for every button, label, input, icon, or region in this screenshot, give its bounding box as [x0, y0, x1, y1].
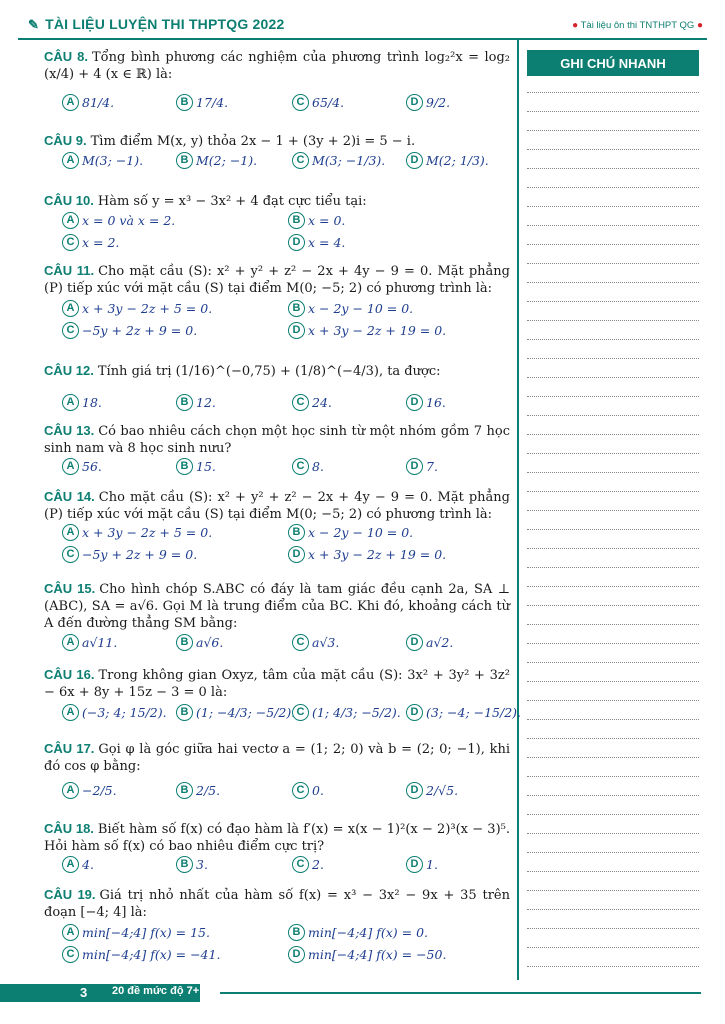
option-value: 56.	[82, 459, 102, 474]
option-letter-icon: D	[406, 94, 423, 111]
option-value: M(2; 1/3).	[426, 153, 489, 168]
header-right	[572, 20, 703, 31]
option-b[interactable]	[176, 152, 257, 169]
option-a[interactable]	[62, 94, 114, 111]
question-19	[44, 886, 510, 921]
option-b[interactable]	[176, 856, 208, 873]
option-value: a√6.	[196, 635, 224, 650]
option-value: (1; −4/3; −5/2).	[196, 705, 296, 720]
option-value: min[−4;4] f(x) = 15.	[82, 925, 210, 940]
note-line	[527, 282, 699, 283]
question-stem	[44, 362, 510, 380]
question-12	[44, 362, 510, 380]
note-line	[527, 472, 699, 473]
question-label: CÂU 11.	[44, 263, 95, 278]
option-letter-icon: A	[62, 152, 79, 169]
option-value: (1; 4/3; −5/2).	[312, 705, 401, 720]
option-value: x − 2y − 10 = 0.	[308, 301, 414, 316]
option-letter-icon: D	[406, 394, 423, 411]
option-c[interactable]	[292, 704, 401, 721]
note-line	[527, 92, 699, 93]
option-value: 4.	[82, 857, 94, 872]
option-letter-icon: A	[62, 856, 79, 873]
option-b[interactable]	[176, 394, 216, 411]
option-letter-icon: C	[292, 458, 309, 475]
question-label: CÂU 18.	[44, 821, 94, 836]
option-value: x = 4.	[308, 235, 346, 250]
question-stem	[44, 262, 510, 297]
option-a[interactable]	[62, 152, 143, 169]
option-value: a√11.	[82, 635, 118, 650]
option-letter-icon: B	[288, 300, 305, 317]
option-letter-icon: B	[288, 212, 305, 229]
option-a[interactable]	[62, 704, 167, 721]
note-line	[527, 909, 699, 910]
option-letter-icon: A	[62, 524, 79, 541]
note-line	[527, 396, 699, 397]
option-d[interactable]	[288, 322, 446, 339]
note-line	[527, 415, 699, 416]
option-d[interactable]	[406, 634, 453, 651]
note-line	[527, 738, 699, 739]
option-value: −2/5.	[82, 783, 117, 798]
option-letter-icon: C	[292, 94, 309, 111]
note-line	[527, 244, 699, 245]
note-line	[527, 206, 699, 207]
option-value: x + 3y − 2z + 19 = 0.	[308, 323, 447, 338]
header-title-text: TÀI LIỆU LUYỆN THI THPTQG 2022	[45, 16, 285, 32]
option-c[interactable]	[292, 394, 332, 411]
note-line	[527, 814, 699, 815]
question-8	[44, 48, 510, 83]
option-letter-icon: A	[62, 634, 79, 651]
option-b[interactable]	[176, 634, 223, 651]
question-text: Gọi φ là góc giữa hai vectơ a = (1; 2; 0) và b = (2; 0; −1), khi đó cos φ bằng:	[44, 742, 510, 774]
option-letter-icon: B	[176, 634, 193, 651]
option-a[interactable]	[62, 458, 102, 475]
note-line	[527, 947, 699, 948]
question-text: Hàm số y = x³ − 3x² + 4 đạt cực tiểu tại:	[97, 194, 367, 209]
option-value: min[−4;4] f(x) = −41.	[82, 947, 221, 962]
note-line	[527, 529, 699, 530]
option-a[interactable]	[62, 924, 210, 941]
option-b[interactable]	[288, 212, 345, 229]
option-b[interactable]	[288, 524, 413, 541]
question-13	[44, 422, 510, 457]
option-value: x = 0.	[308, 213, 346, 228]
pencil-icon: ✎	[28, 17, 40, 32]
question-label: CÂU 19.	[44, 887, 96, 902]
option-d[interactable]	[406, 152, 489, 169]
question-text: Tìm điểm M(x, y) thỏa 2x − 1 + (3y + 2)i = 5 − i.	[90, 134, 416, 149]
option-d[interactable]	[288, 546, 446, 563]
option-c[interactable]	[62, 946, 220, 963]
question-9	[44, 132, 510, 150]
option-letter-icon: B	[176, 856, 193, 873]
option-letter-icon: B	[176, 394, 193, 411]
option-letter-icon: D	[406, 152, 423, 169]
footer-line	[220, 992, 701, 994]
option-value: 2/√5.	[426, 783, 459, 798]
note-line	[527, 339, 699, 340]
note-line	[527, 149, 699, 150]
note-line	[527, 225, 699, 226]
note-line	[527, 377, 699, 378]
header-title	[28, 16, 284, 33]
question-text: Tính giá trị (1/16)^(−0,75) + (1/8)^(−4/3), ta được:	[97, 364, 441, 379]
note-line	[527, 966, 699, 967]
option-value: 3.	[196, 857, 208, 872]
option-a[interactable]	[62, 300, 212, 317]
question-stem	[44, 666, 510, 701]
option-letter-icon: D	[288, 322, 305, 339]
question-16	[44, 666, 510, 701]
question-label: CÂU 12.	[44, 363, 94, 378]
option-letter-icon: A	[62, 394, 79, 411]
option-b[interactable]	[176, 704, 295, 721]
option-letter-icon: C	[292, 634, 309, 651]
pin-icon: ●	[572, 20, 579, 31]
option-value: 9/2.	[426, 95, 451, 110]
option-value: a√2.	[426, 635, 454, 650]
option-d[interactable]	[406, 704, 521, 721]
option-value: 7.	[426, 459, 438, 474]
option-d[interactable]	[288, 946, 446, 963]
option-letter-icon: B	[176, 94, 193, 111]
question-stem	[44, 740, 510, 775]
note-line	[527, 928, 699, 929]
question-stem	[44, 886, 510, 921]
option-letter-icon: C	[62, 322, 79, 339]
option-d[interactable]	[406, 856, 438, 873]
note-line	[527, 871, 699, 872]
option-c[interactable]	[62, 322, 197, 339]
question-text: Trong không gian Oxyz, tâm của mặt cầu (S): 3x² + 3y² + 3z² − 6x + 8y + 15z − 3 = 0 là:	[44, 668, 510, 700]
question-label: CÂU 15.	[44, 581, 96, 596]
option-d[interactable]	[406, 94, 450, 111]
option-value: 0.	[312, 783, 324, 798]
option-value: M(3; −1).	[82, 153, 144, 168]
option-letter-icon: D	[406, 704, 423, 721]
option-c[interactable]	[292, 782, 324, 799]
question-stem	[44, 48, 510, 83]
note-line	[527, 510, 699, 511]
option-a[interactable]	[62, 524, 212, 541]
option-a[interactable]	[62, 856, 94, 873]
option-letter-icon: D	[288, 234, 305, 251]
option-a[interactable]	[62, 634, 117, 651]
question-text: Cho mặt cầu (S): x² + y² + z² − 2x + 4y − 9 = 0. Mặt phẳng (P) tiếp xúc với mặt cầu (S) tại điểm M(0; −5; 2) có phương trình là:	[44, 264, 510, 296]
question-11	[44, 262, 510, 297]
option-value: 15.	[196, 459, 216, 474]
footer-text: 20 đề mức độ 7+	[112, 985, 200, 997]
column-divider	[517, 40, 519, 980]
option-letter-icon: C	[292, 782, 309, 799]
option-value: 2.	[312, 857, 324, 872]
option-letter-icon: C	[62, 946, 79, 963]
pin-icon-right: ●	[696, 20, 703, 31]
question-stem	[44, 422, 510, 457]
note-line	[527, 776, 699, 777]
option-a[interactable]	[62, 212, 175, 229]
question-10	[44, 192, 510, 210]
question-label: CÂU 9.	[44, 133, 87, 148]
option-letter-icon: D	[288, 546, 305, 563]
option-value: −5y + 2z + 9 = 0.	[82, 323, 198, 338]
option-letter-icon: B	[176, 152, 193, 169]
option-c[interactable]	[62, 546, 197, 563]
note-line	[527, 662, 699, 663]
option-letter-icon: C	[292, 152, 309, 169]
note-line	[527, 358, 699, 359]
option-letter-icon: C	[292, 704, 309, 721]
note-line	[527, 643, 699, 644]
note-line	[527, 719, 699, 720]
note-line	[527, 453, 699, 454]
option-d[interactable]	[406, 458, 438, 475]
note-line	[527, 130, 699, 131]
option-d[interactable]	[406, 782, 458, 799]
note-line	[527, 263, 699, 264]
option-letter-icon: A	[62, 212, 79, 229]
note-line	[527, 681, 699, 682]
option-letter-icon: B	[288, 524, 305, 541]
option-value: 1.	[426, 857, 438, 872]
question-17	[44, 740, 510, 775]
option-letter-icon: C	[62, 234, 79, 251]
question-label: CÂU 8.	[44, 49, 88, 64]
option-letter-icon: B	[176, 782, 193, 799]
note-line	[527, 586, 699, 587]
option-value: 2/5.	[196, 783, 221, 798]
note-line	[527, 567, 699, 568]
option-letter-icon: B	[176, 704, 193, 721]
option-letter-icon: C	[292, 856, 309, 873]
note-line	[527, 320, 699, 321]
question-stem	[44, 580, 510, 632]
question-stem	[44, 488, 510, 523]
option-value: (−3; 4; 15/2).	[82, 705, 167, 720]
option-a[interactable]	[62, 394, 102, 411]
option-value: x = 0 và x = 2.	[82, 213, 176, 228]
notes-title: GHI CHÚ NHANH	[527, 50, 699, 76]
question-label: CÂU 10.	[44, 193, 94, 208]
question-label: CÂU 16.	[44, 667, 95, 682]
option-value: x + 3y − 2z + 19 = 0.	[308, 547, 447, 562]
question-text: Cho hình chóp S.ABC có đáy là tam giác đều cạnh 2a, SA ⊥ (ABC), SA = a√6. Gọi M là trung điểm của BC. Khi đó, khoảng cách từ A đến đường thẳng SM bằng:	[44, 582, 510, 631]
option-value: x − 2y − 10 = 0.	[308, 525, 414, 540]
option-c[interactable]	[292, 634, 339, 651]
question-text: Cho mặt cầu (S): x² + y² + z² − 2x + 4y − 9 = 0. Mặt phẳng (P) tiếp xúc với mặt cầu (S) tại điểm M(0; −5; 2) có phương trình là:	[44, 490, 510, 522]
option-value: a√3.	[312, 635, 340, 650]
option-value: (3; −4; −15/2).	[426, 705, 522, 720]
option-letter-icon: A	[62, 458, 79, 475]
option-b[interactable]	[176, 458, 216, 475]
option-value: −5y + 2z + 9 = 0.	[82, 547, 198, 562]
option-a[interactable]	[62, 782, 117, 799]
option-value: 65/4.	[312, 95, 345, 110]
note-line	[527, 890, 699, 891]
option-c[interactable]	[292, 856, 324, 873]
option-value: 24.	[312, 395, 332, 410]
option-letter-icon: B	[288, 924, 305, 941]
header-divider	[18, 38, 707, 40]
note-line	[527, 491, 699, 492]
option-value: min[−4;4] f(x) = −50.	[308, 947, 447, 962]
note-line	[527, 852, 699, 853]
note-line	[527, 111, 699, 112]
option-value: 81/4.	[82, 95, 115, 110]
note-line	[527, 168, 699, 169]
option-b[interactable]	[288, 300, 413, 317]
option-value: M(3; −1/3).	[312, 153, 386, 168]
option-value: M(2; −1).	[196, 153, 258, 168]
option-b[interactable]	[176, 782, 220, 799]
option-letter-icon: C	[62, 546, 79, 563]
option-value: 8.	[312, 459, 324, 474]
note-line	[527, 700, 699, 701]
note-line	[527, 624, 699, 625]
question-stem	[44, 132, 510, 150]
question-stem	[44, 820, 510, 855]
option-value: 16.	[426, 395, 446, 410]
question-text: Tổng bình phương các nghiệm của phương trình log₂²x = log₂ (x/4) + 4 (x ∈ ℝ) là:	[44, 50, 510, 82]
question-stem	[44, 192, 510, 210]
option-letter-icon: A	[62, 704, 79, 721]
option-letter-icon: C	[292, 394, 309, 411]
option-d[interactable]	[288, 234, 345, 251]
option-value: x + 3y − 2z + 5 = 0.	[82, 301, 213, 316]
option-letter-icon: A	[62, 94, 79, 111]
option-letter-icon: A	[62, 924, 79, 941]
note-line	[527, 301, 699, 302]
option-value: 12.	[196, 395, 216, 410]
note-line	[527, 434, 699, 435]
note-line	[527, 795, 699, 796]
question-14	[44, 488, 510, 523]
option-value: 18.	[82, 395, 102, 410]
option-value: min[−4;4] f(x) = 0.	[308, 925, 428, 940]
note-line	[527, 757, 699, 758]
question-15	[44, 580, 510, 632]
option-c[interactable]	[62, 234, 119, 251]
question-label: CÂU 13.	[44, 423, 95, 438]
question-label: CÂU 14.	[44, 489, 95, 504]
option-value: x + 3y − 2z + 5 = 0.	[82, 525, 213, 540]
question-text: Có bao nhiêu cách chọn một học sinh từ một nhóm gồm 7 học sinh nam và 8 học sinh nưu?	[44, 424, 510, 456]
option-b[interactable]	[176, 94, 228, 111]
option-letter-icon: A	[62, 300, 79, 317]
header-right-text: Tài liệu ôn thi TNTHPT QG	[580, 20, 695, 31]
option-c[interactable]	[292, 152, 385, 169]
option-d[interactable]	[406, 394, 446, 411]
question-label: CÂU 17.	[44, 741, 95, 756]
option-value: x = 2.	[82, 235, 120, 250]
option-letter-icon: D	[288, 946, 305, 963]
option-letter-icon: B	[176, 458, 193, 475]
note-line	[527, 548, 699, 549]
question-18	[44, 820, 510, 855]
option-letter-icon: D	[406, 782, 423, 799]
note-line	[527, 187, 699, 188]
question-text: Biết hàm số f(x) có đạo hàm là f′(x) = x(x − 1)²(x − 2)³(x − 3)⁵. Hỏi hàm số f(x) có bao nhiêu điểm cực trị?	[44, 822, 510, 854]
option-c[interactable]	[292, 458, 324, 475]
note-line	[527, 833, 699, 834]
question-text: Giá trị nhỏ nhất của hàm số f(x) = x³ − 3x² − 9x + 35 trên đoạn [−4; 4] là:	[44, 888, 510, 920]
option-value: 17/4.	[196, 95, 229, 110]
option-letter-icon: D	[406, 458, 423, 475]
option-letter-icon: D	[406, 634, 423, 651]
option-c[interactable]	[292, 94, 344, 111]
note-line	[527, 605, 699, 606]
option-letter-icon: D	[406, 856, 423, 873]
option-b[interactable]	[288, 924, 428, 941]
page-number: 3	[80, 985, 88, 1000]
option-letter-icon: A	[62, 782, 79, 799]
